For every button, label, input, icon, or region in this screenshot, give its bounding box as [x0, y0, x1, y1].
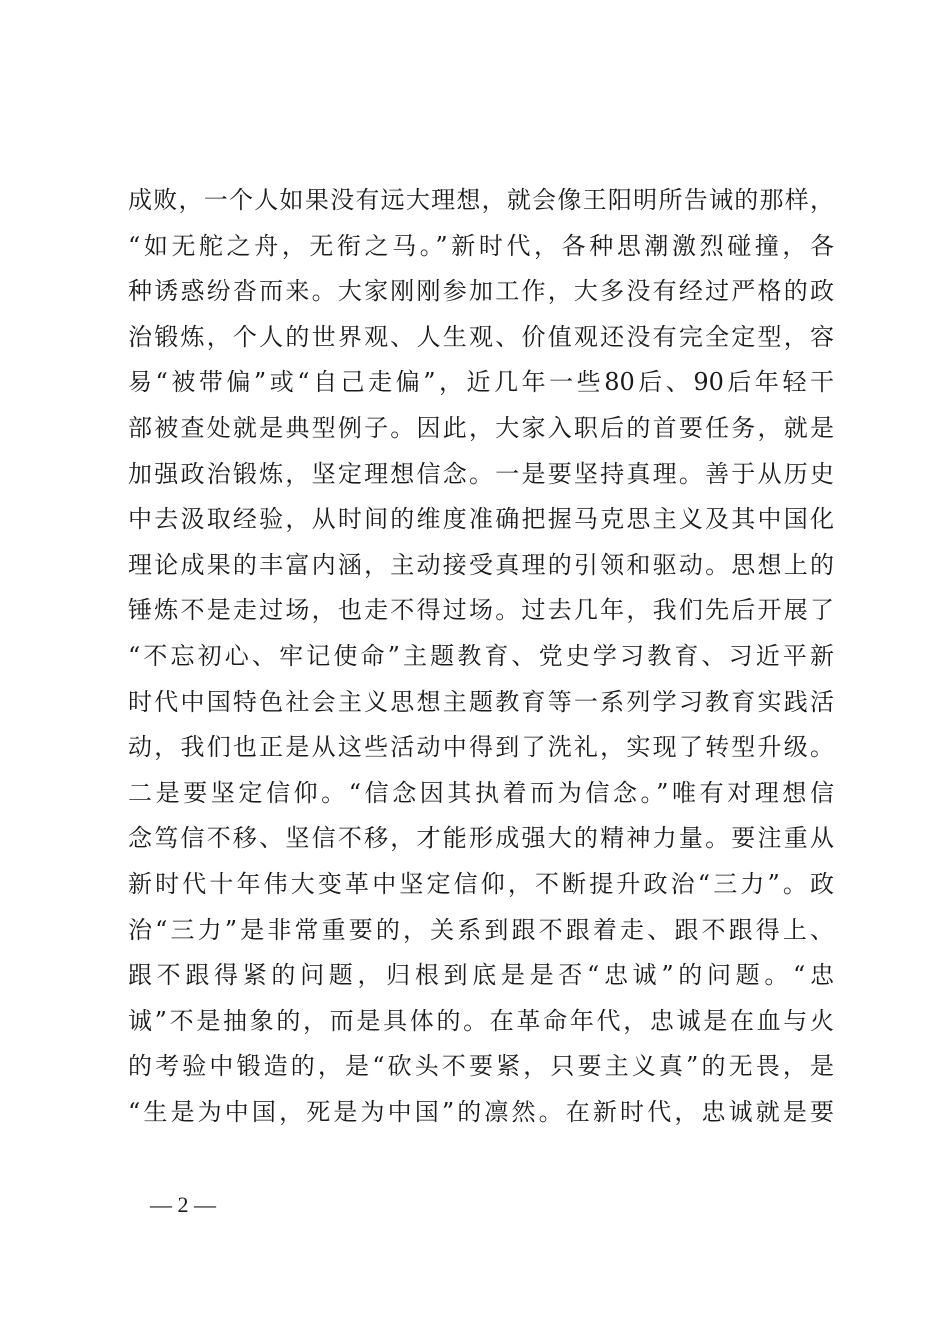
text-line: 部被查处就是典型例子。因此，大家入职后的首要任务，就是 [128, 413, 834, 442]
text-line: 诚”不是抽象的，而是具体的。在革命年代，忠诚是在血与火 [128, 1006, 834, 1035]
text-line: 理论成果的丰富内涵，主动接受真理的引领和驱动。思想上的 [128, 550, 834, 579]
text-line: 加强政治锻炼，坚定理想信念。一是要坚持真理。善于从历史 [128, 459, 834, 488]
text-line: 新时代十年伟大变革中坚定信仰，不断提升政治“三力”。政 [128, 869, 834, 898]
text-line: 的考验中锻造的，是“砍头不要紧，只要主义真”的无畏，是 [128, 1052, 834, 1081]
text-line: 念笃信不移、坚信不移，才能形成强大的精神力量。要注重从 [128, 824, 834, 853]
text-line: 中去汲取经验，从时间的维度准确把握马克思主义及其中国化 [128, 505, 834, 534]
text-line: 二是要坚定信仰。“信念因其执着而为信念。”唯有对理想信 [128, 778, 834, 807]
text-line: 时代中国特色社会主义思想主题教育等一系列学习教育实践活 [128, 687, 834, 716]
text-line: 治锻炼，个人的世界观、人生观、价值观还没有完全定型，容 [128, 322, 834, 351]
text-line: “如无舵之舟，无衔之马。”新时代，各种思潮激烈碰撞，各 [128, 231, 834, 260]
text-line: “不忘初心、牢记使命”主题教育、党史学习教育、习近平新 [128, 641, 834, 670]
text-line: 种诱惑纷沓而来。大家刚刚参加工作，大多没有经过严格的政 [128, 277, 834, 306]
text-line: 锤炼不是走过场，也走不得过场。过去几年，我们先后开展了 [128, 596, 834, 625]
text-line: 跟不跟得紧的问题，归根到底是是否“忠诚”的问题。“忠 [128, 961, 834, 990]
text-line: 动，我们也正是从这些活动中得到了洗礼，实现了转型升级。 [128, 733, 834, 762]
text-line: 成败，一个人如果没有远大理想，就会像王阳明所告诫的那样， [128, 186, 834, 214]
text-line: “生是为中国，死是为中国”的凛然。在新时代，忠诚就是要 [128, 1097, 834, 1126]
text-line: 治“三力”是非常重要的，关系到跟不跟着走、跟不跟得上、 [128, 915, 834, 944]
text-line: 易“被带偏”或“自己走偏”，近几年一些80后、90后年轻干 [128, 368, 834, 397]
page-number: — 2 — [150, 1192, 216, 1217]
body-text [128, 178, 834, 1135]
